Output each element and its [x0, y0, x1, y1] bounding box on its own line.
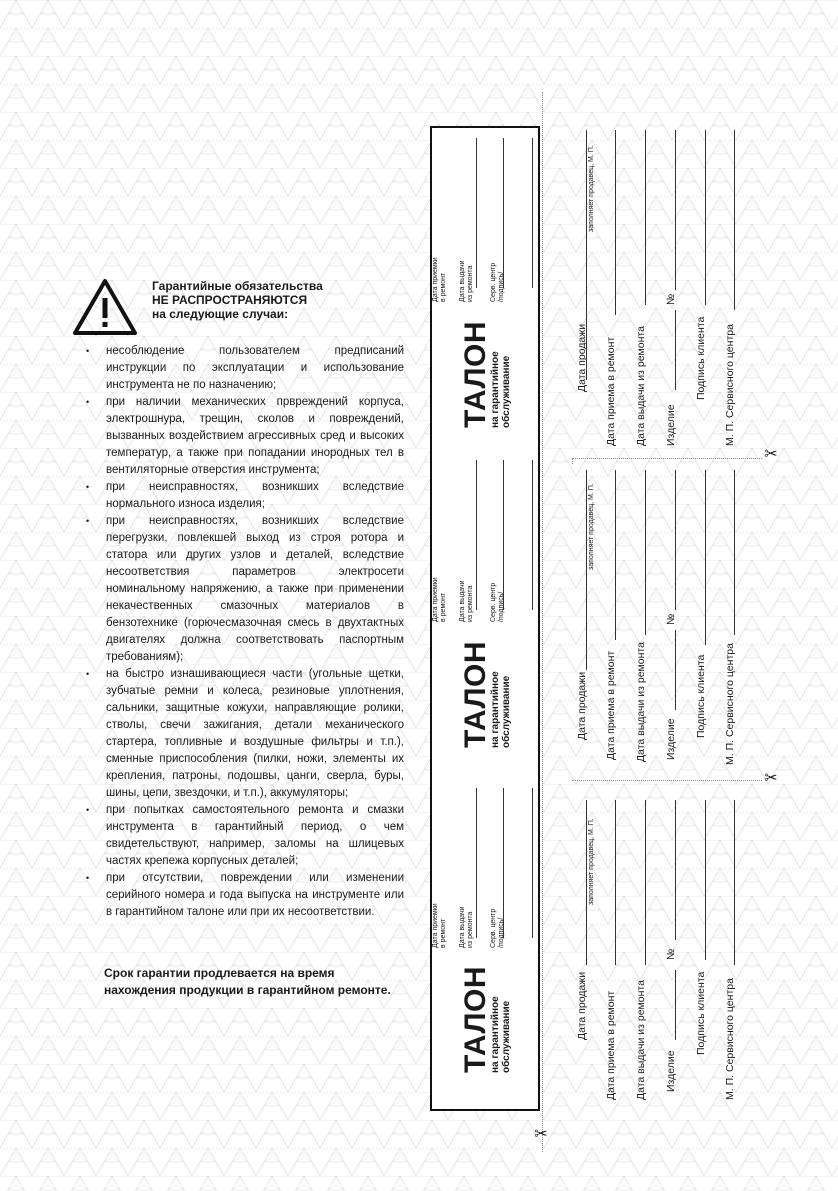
- field-line: [503, 138, 504, 288]
- service-center-label: М. П. Сервисного центра: [724, 324, 736, 446]
- number-label: №: [665, 948, 677, 960]
- received-date-line: [615, 470, 616, 640]
- conditions-list: [86, 343, 404, 921]
- warning-title-2: НЕ РАСПРОСТРАНЯЮТСЯ: [152, 293, 308, 307]
- client-signature-line: [705, 130, 706, 305]
- coupon-1: [459, 320, 512, 428]
- sale-date-line: [586, 470, 587, 670]
- sale-date-line: [586, 800, 587, 965]
- field-line: [476, 460, 477, 610]
- product-label: Изделие: [665, 718, 677, 760]
- extension-line-1: Срок гарантии продлевается на время: [104, 966, 335, 980]
- received-date-line: [615, 800, 616, 965]
- issued-date-label: Дата выдачи из ремонта: [635, 980, 647, 1100]
- sale-date-label: Дата продажи: [576, 971, 588, 1040]
- coupon-subtitle-1: на гарантийное: [490, 671, 501, 748]
- condition-item: • при наличии механических првреждений корпуса, электрошнура, трещин, сколов и повреждений, вызванных воздействием агрессивных сред и высоких температур, а также при попадании инородных тел в вентиляторные отверстия инструмента;: [86, 394, 404, 479]
- received-label-2: в ремонт: [440, 272, 447, 302]
- coupon-title: ТАЛОН: [459, 320, 492, 428]
- coupon-subtitle-2: обслуживание: [501, 675, 512, 748]
- service-center-line: [734, 800, 735, 965]
- issued-date-line: [645, 800, 646, 965]
- product-label: Изделие: [665, 404, 677, 446]
- product-line: [675, 970, 676, 1040]
- condition-item: • при отсутствии, повреждении или изменении серийного номера и года выпуска на инструменте или в гарантийном талоне или при их несоответствии.: [86, 870, 404, 921]
- sale-date-label: Дата продажи: [576, 671, 588, 740]
- scissors-icon: ✂: [764, 770, 778, 787]
- scissors-icon: ✂: [534, 1126, 548, 1143]
- received-label-2: в ремонт: [440, 918, 447, 948]
- condition-item: • при попытках самостоятельного ремонта и смазки инструмента в гарантийный период, о чем свидетельствуют, например, заломы на шлицевых частях крепежа корпусных деталей;: [86, 802, 404, 870]
- service-center-label: М. П. Сервисного центра: [724, 643, 736, 765]
- received-date-line: [615, 130, 616, 315]
- field-line: [503, 460, 504, 610]
- condition-item: • несоблюдение пользователем предписаний инструкции по эксплуатации и использование инструмента не по назначению;: [86, 343, 404, 394]
- received-label-2: в ремонт: [440, 592, 447, 622]
- number-label: №: [665, 293, 677, 305]
- client-signature-line: [705, 470, 706, 645]
- service-center-line: [734, 470, 735, 635]
- coupon-subtitle-2: обслуживание: [501, 355, 512, 428]
- received-label-1: Дата приемки: [432, 903, 439, 948]
- received-date-label: Дата приема в ремонт: [605, 650, 617, 760]
- service-label-2: /подпись/: [498, 917, 505, 948]
- cut-line: [542, 92, 543, 1152]
- coupon-3: [459, 965, 512, 1073]
- number-label: №: [665, 613, 677, 625]
- issued-label-2: из ремонта: [467, 911, 474, 948]
- issued-label-1: Дата выдачи: [459, 260, 466, 302]
- field-line: [476, 138, 477, 288]
- service-label-1: Серв. центр: [490, 908, 497, 948]
- issued-label-1: Дата выдачи: [459, 906, 466, 948]
- issued-date-label: Дата выдачи из ремонта: [635, 326, 647, 446]
- warning-icon: [72, 278, 138, 336]
- scissors-icon: ✂: [764, 446, 778, 463]
- service-center-line: [734, 130, 735, 310]
- issued-label-2: из ремонта: [467, 585, 474, 622]
- sale-date-label: Дата продажи: [576, 323, 588, 392]
- service-center-label: М. П. Сервисного центра: [724, 978, 736, 1100]
- received-label-1: Дата приемки: [432, 577, 439, 622]
- filled-by-note: заполняет продавец, М. П.: [588, 483, 595, 570]
- service-label-1: Серв. центр: [490, 582, 497, 622]
- field-line: [532, 138, 533, 288]
- condition-item: • при неисправностях, возникших вследствие перегрузки, повлекшей выход из строя ротора и статора или других узлов и деталей, вследствие несоответствия параметров электросети номинальному напряжению, а также при применении некачественных смазочных материалов в бензотехнике (горючесмазочная смесь в двухтактных двигателях должна соответствовать паспортным требованиям);: [86, 513, 404, 666]
- coupon-strip: [430, 126, 540, 1111]
- number-line: [675, 470, 676, 610]
- warranty-extension-note: [104, 965, 414, 999]
- service-label-2: /подпись/: [498, 591, 505, 622]
- section-separator: [572, 780, 762, 781]
- coupon-3-fields: [432, 798, 542, 948]
- issued-date-line: [645, 130, 646, 305]
- coupon-subtitle-1: на гарантийное: [490, 996, 501, 1073]
- issued-label-2: из ремонта: [467, 265, 474, 302]
- condition-item: • при неисправностях, возникших вследствие нормального износа изделия;: [86, 479, 404, 513]
- field-line: [476, 788, 477, 938]
- coupon-2: [459, 640, 512, 748]
- client-signature-label: Подпись клиента: [695, 971, 707, 1055]
- received-label-1: Дата приемки: [432, 257, 439, 302]
- coupon-title: ТАЛОН: [459, 640, 492, 748]
- coupon-1-fields: [432, 152, 542, 302]
- received-date-label: Дата приема в ремонт: [605, 336, 617, 446]
- warning-heading: [152, 279, 323, 321]
- field-line: [503, 788, 504, 938]
- extension-line-2: нахождения продукции в гарантийном ремонте.: [104, 983, 391, 997]
- coupon-title: ТАЛОН: [459, 965, 492, 1073]
- issued-label-1: Дата выдачи: [459, 580, 466, 622]
- filled-by-note: заполняет продавец, М. П.: [588, 145, 595, 232]
- service-label-1: Серв. центр: [490, 262, 497, 302]
- coupon-subtitle-2: обслуживание: [501, 1000, 512, 1073]
- coupon-2-fields: [432, 472, 542, 622]
- issued-date-line: [645, 470, 646, 635]
- product-line: [675, 630, 676, 710]
- service-label-2: /подпись/: [498, 271, 505, 302]
- coupon-subtitle-1: на гарантийное: [490, 351, 501, 428]
- received-date-label: Дата приема в ремонт: [605, 990, 617, 1100]
- number-line: [675, 800, 676, 940]
- client-signature-label: Подпись клиента: [695, 654, 707, 738]
- warning-title-1: Гарантийные обязательства: [152, 279, 323, 293]
- issued-date-label: Дата выдачи из ремонта: [635, 642, 647, 762]
- number-line: [675, 130, 676, 290]
- condition-item: • на быстро изнашивающиеся части (угольные щетки, зубчатые ремни и колеса, резиновые уплотнения, сальники, защитные кожухи, направляющие ролики, стволы, свечи зажигания, детали механического стартера, топливные и воздушные фильтры и т.п.), сменные приспособления (пилки, ножи, элементы их крепления, патроны, подошвы, цанги, сверла, буры, шины, цепи, звездочки, и т.п.), аккумуляторы;: [86, 666, 404, 802]
- client-signature-line: [705, 800, 706, 960]
- product-label: Изделие: [665, 1050, 677, 1092]
- product-line: [675, 310, 676, 390]
- field-line: [532, 788, 533, 938]
- warning-title-3: на следующие случаи:: [152, 307, 289, 321]
- sale-date-line: [586, 130, 587, 380]
- field-line: [532, 460, 533, 610]
- client-signature-label: Подпись клиента: [695, 316, 707, 400]
- filled-by-note: заполняет продавец, М. П.: [588, 818, 595, 905]
- section-separator: [572, 458, 762, 459]
